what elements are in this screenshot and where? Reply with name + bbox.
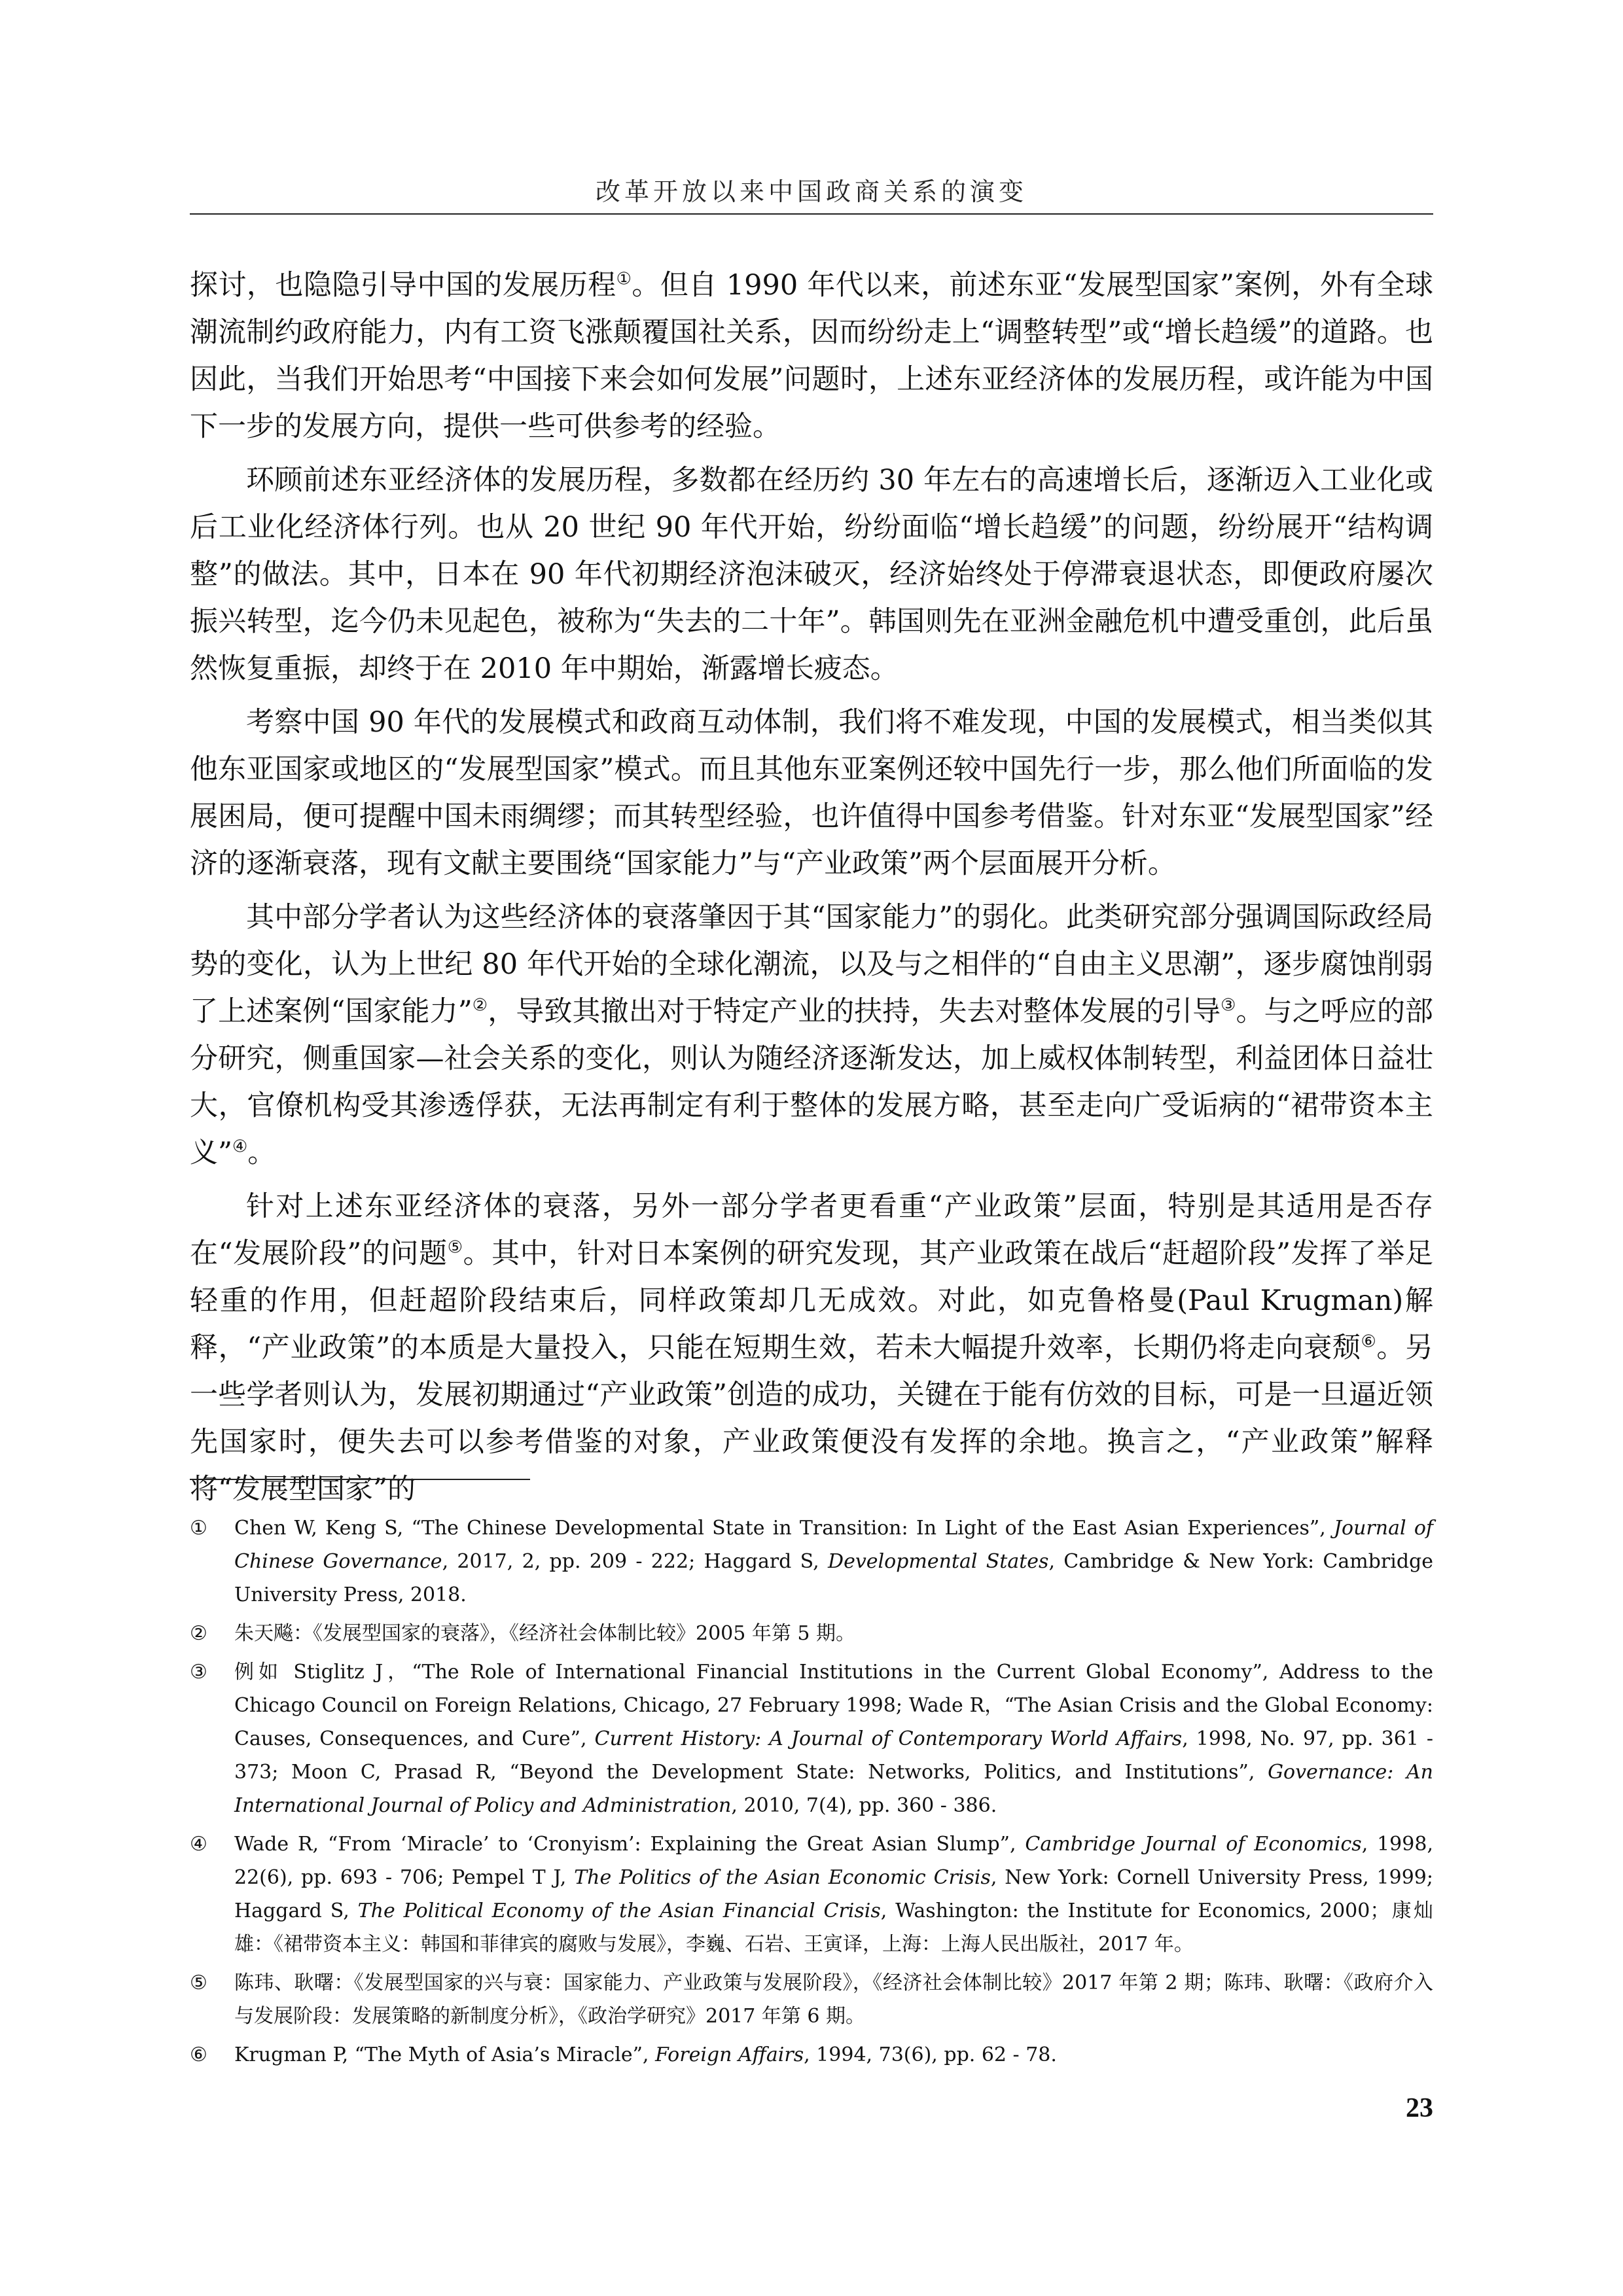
text-run: 探讨，也隐隐引导中国的发展历程 [190, 269, 616, 302]
body-paragraph [190, 457, 1433, 692]
footnote-separator [190, 1479, 530, 1480]
text-run: 。与之呼应的部分研究，侧重国家—社会关系的变化，则认为随经济逐渐发达，加上威权体制转型，利益团体日益壮大，官僚机构受其渗透俘获，无法再制定有利于整体的发展方略，甚至走向广受诟病的“裙带资本主义” [190, 995, 1434, 1169]
italic-title: The Political Economy of the Asian Financial Crisis [357, 1899, 881, 1922]
text-run: 。其中，针对日本案例的研究发现，其产业政策在战后“赶超阶段”发挥了举足轻重的作用，但赶超阶段结束后，同样政策却几无成效。对此，如克鲁格曼(Paul Krugman)解释，“产业政策”的本质是大量投入，只能在短期生效，若未大幅提升效率，长期仍将走向衰颓 [190, 1237, 1434, 1364]
body-paragraph [190, 699, 1433, 887]
footnote-marker: ② [190, 1622, 207, 1645]
italic-title: Cambridge Journal of Economics [1025, 1833, 1362, 1856]
text-run: Wade R, “From ‘Miracle’ to ‘Cronyism’: Explaining the Great Asian Slump”, [234, 1833, 1026, 1856]
text-run: 陈玮、耿曙：《发展型国家的兴与衰：国家能力、产业政策与发展阶段》，《经济社会体制比较》2017 年第 2 期；陈玮、耿曙：《政府介入与发展阶段：发展策略的新制度分析》，《政治学研究》2017 年第 6 期。 [234, 1971, 1433, 2028]
text-run: 针对上述东亚经济体的衰落，另外一部分学者更看重“产业政策”层面，特别是其适用是否存在“发展阶段”的问题 [190, 1190, 1433, 1270]
italic-title: Journal of Chinese Governance [234, 1517, 1433, 1573]
footnote [190, 1966, 1433, 2033]
page-number: 23 [1406, 2093, 1433, 2123]
text-run: , 1994, 73(6), pp. 62 - 78. [804, 2043, 1057, 2066]
text-run: 。但自 1990 年代以来，前述东亚“发展型国家”案例，外有全球潮流制约政府能力，内有工资飞涨颠覆国社关系，因而纷纷走上“调整转型”或“增长趋缓”的道路。也因此，当我们开始思考“中国接下来会如何发展”问题时，上述东亚经济体的发展历程，或许能为中国下一步的发展方向，提供一些可供参考的经验。 [190, 269, 1434, 443]
footnote-ref[interactable]: ⑥ [1361, 1332, 1377, 1352]
text-run: 例如 Stiglitz J，“The Role of International Financial Institutions in the Current Global Economy”, Address to the Chicago Council on Foreign Relations, Chicago, 27 February 1998; Wade R，“The Asian Crisis and the Global Economy: Causes, Consequences, and Cure”, [234, 1661, 1433, 1750]
text-run: 其中部分学者认为这些经济体的衰落肇因于其“国家能力”的弱化。此类研究部分强调国际政经局势的变化，认为上世纪 80 年代开始的全球化潮流，以及与之相伴的“自由主义思潮”，逐步腐蚀削弱了上述案例“国家能力” [190, 901, 1433, 1028]
italic-title: Foreign Affairs [655, 2043, 804, 2066]
text-run: Krugman P, “The Myth of Asia’s Miracle”, [234, 2043, 655, 2066]
footnote-text [234, 1966, 1433, 2033]
italic-title: The Politics of the Asian Economic Crisis [574, 1866, 991, 1889]
footnote-text [234, 1511, 1433, 1612]
text-run: , 2017, 2, pp. 209 - 222; Haggard S, [442, 1550, 829, 1573]
footnotes [190, 1511, 1433, 2077]
footnote [190, 1511, 1433, 1612]
footnote [190, 1655, 1433, 1822]
footnote-marker: ⑥ [190, 2043, 207, 2066]
body-paragraph [190, 1183, 1433, 1513]
footnote-ref[interactable]: ① [616, 269, 632, 289]
italic-title: Developmental States [828, 1550, 1049, 1573]
footnote-text [234, 2038, 1433, 2072]
header-rule [190, 213, 1433, 215]
text-run: , Washington: the Institute for Economics, 2000；康灿雄：《裙带资本主义：韩国和菲律宾的腐败与发展》，李巍、石岩、王寅译，上海：上海人民出版社，2017 年。 [234, 1899, 1434, 1956]
footnote-marker: ④ [190, 1833, 207, 1856]
footnote-ref[interactable]: ② [472, 995, 488, 1016]
text-run: 朱天飚：《发展型国家的衰落》，《经济社会体制比较》2005 年第 5 期。 [234, 1622, 856, 1645]
footnote-marker: ① [190, 1517, 207, 1540]
body-paragraph [190, 894, 1433, 1176]
footnote-text [234, 1828, 1433, 1961]
text-run: 。 [247, 1137, 276, 1169]
text-run: 。另一些学者则认为，发展初期通过“产业政策”创造的成功，关键在于能有仿效的目标，可是一旦逼近领先国家时，便失去可以参考借鉴的对象，产业政策便没有发挥的余地。换言之，“产业政策”解释将“发展型国家”的 [190, 1332, 1434, 1506]
footnote [190, 1617, 1433, 1650]
body-text [190, 262, 1433, 1519]
footnote-marker: ③ [190, 1661, 207, 1684]
text-run: , 2010, 7(4), pp. 360 - 386. [731, 1794, 997, 1817]
text-run: 环顾前述东亚经济体的发展历程，多数都在经历约 30 年左右的高速增长后，逐渐迈入工业化或后工业化经济体行列。也从 20 世纪 90 年代开始，纷纷面临“增长趋缓”的问题，纷纷展开“结构调整”的做法。其中，日本在 90 年代初期经济泡沫破灭，经济始终处于停滞衰退状态，即便政府屡次振兴转型，迄今仍未见起色，被称为“失去的二十年”。韩国则先在亚洲金融危机中遭受重创，此后虽然恢复重振，却终于在 2010 年中期始，渐露增长疲态。 [190, 464, 1433, 685]
footnote [190, 1828, 1433, 1961]
text-run: , Cambridge & New York: Cambridge University Press, 2018. [234, 1550, 1433, 1606]
text-run: , 1998, 22(6), pp. 693 - 706; Pempel T J, [234, 1833, 1433, 1889]
text-run: Chen W, Keng S, “The Chinese Developmental State in Transition: In Light of the East Asian Experiences”, [234, 1517, 1334, 1540]
footnote-ref[interactable]: ③ [1221, 995, 1236, 1016]
footnote [190, 2038, 1433, 2072]
footnote-ref[interactable]: ⑤ [447, 1237, 463, 1258]
footnote-marker: ⑤ [190, 1971, 207, 1994]
text-run: , New York: Cornell University Press, 1999; Haggard S, [234, 1866, 1433, 1922]
italic-title: Governance: An International Journal of Policy and Administration [234, 1761, 1433, 1817]
footnote-text [234, 1655, 1433, 1822]
body-paragraph [190, 262, 1433, 450]
footnote-text [234, 1617, 1433, 1650]
text-run: ，导致其撤出对于特定产业的扶持，失去对整体发展的引导 [488, 995, 1221, 1028]
text-run: , 1998, No. 97, pp. 361 - 373; Moon C, Prasad R, “Beyond the Development State: Networks, Politics, and Institutions”, [234, 1727, 1434, 1784]
italic-title: Current History: A Journal of Contemporary World Affairs [594, 1727, 1183, 1750]
text-run: 考察中国 90 年代的发展模式和政商互动体制，我们将不难发现，中国的发展模式，相当类似其他东亚国家或地区的“发展型国家”模式。而且其他东亚案例还较中国先行一步，那么他们所面临的发展困局，便可提醒中国未雨绸缪；而其转型经验，也许值得中国参考借鉴。针对东亚“发展型国家”经济的逐渐衰落，现有文献主要围绕“国家能力”与“产业政策”两个层面展开分析。 [190, 706, 1433, 880]
running-title: 改革开放以来中国政商关系的演变 [595, 177, 1027, 206]
footnote-ref[interactable]: ④ [232, 1137, 248, 1157]
